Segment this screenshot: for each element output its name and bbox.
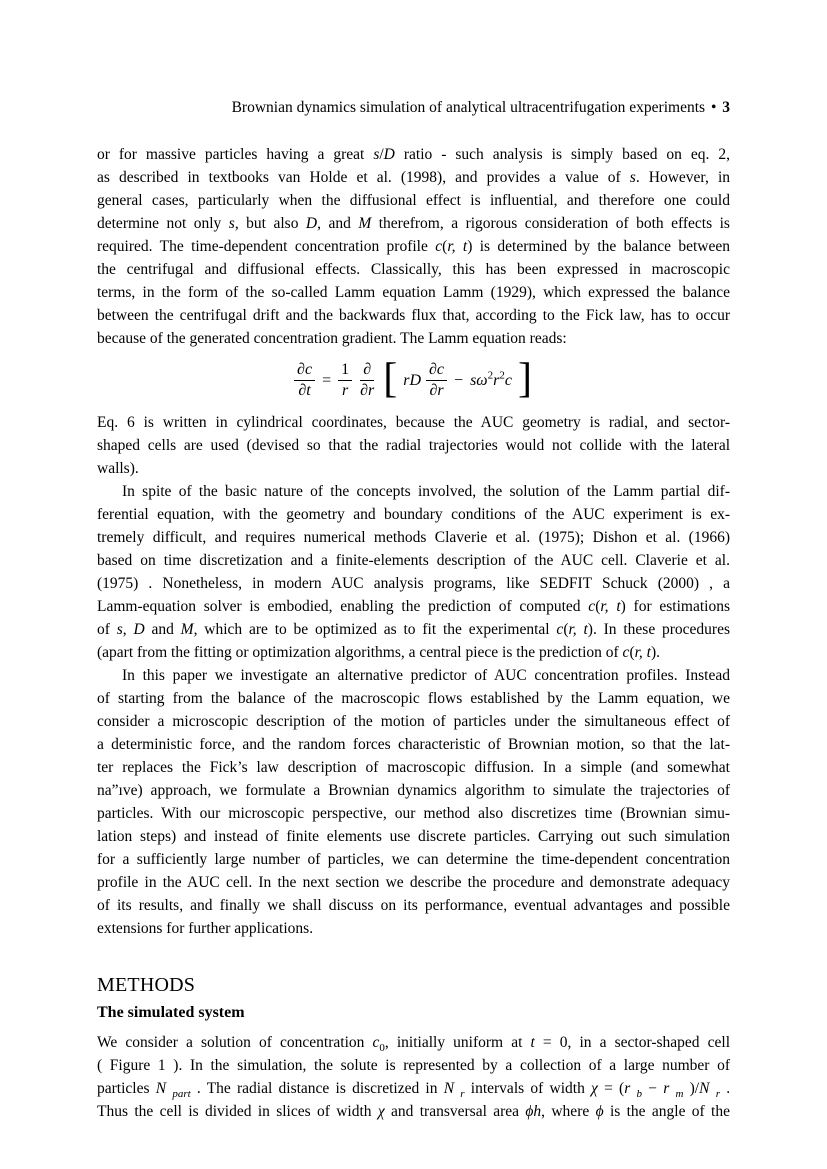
text-line: shaped cells are used (devised so that the radial trajectories would not collide with the lateral [97,437,730,454]
paragraph-in-this-paper [97,664,730,940]
text-line: (1975) . Nonetheless, in modern AUC analysis programs, like SEDFIT Schuck (2000) , a [97,575,730,592]
text-line: ferential equation, with the geometry and boundary conditions of the AUC experiment is ex- [97,506,730,523]
text-line: the centrifugal and diffusional effects. Classically, this has been expressed in macroscopic [97,261,730,278]
text-line: determine not only s, but also D, and M therefrom, a rigorous consideration of both effects is [97,215,730,232]
text-line: Thus the cell is divided in slices of width χ and transversal area ϕh, where ϕ is the angle of the [97,1103,730,1120]
minus-sign: − [454,371,464,389]
text-line: between the centrifugal drift and the backwards flux that, according to the Fick law, has to occur [97,307,730,324]
text-line: tremely difficult, and requires numerical methods Claverie et al. (1975); Dishon et al. (1966) [97,529,730,546]
paragraph-in-spite [97,480,730,664]
text-line: because of the generated concentration gradient. The Lamm equation reads: [97,330,567,347]
text-line: of s, D and M, which are to be optimized as to fit the experimental c(r, t). In these procedures [97,621,731,638]
text-line: as described in textbooks van Holde et al. (1998), and provides a value of s. However, in [97,169,730,186]
numerator: ∂c [294,361,315,381]
text-line: or for massive particles having a great s/D ratio - such analysis is simply based on eq. 2, [97,146,731,163]
text-line: a deterministic force, and the random forces characteristic of Brownian motion, so that the lat- [97,736,730,753]
fraction-dc-dr [426,361,447,401]
section-heading-methods: METHODS [97,974,196,996]
denominator: ∂r [360,382,375,399]
paragraph-intro [97,143,730,350]
numerator: ∂ [360,361,374,381]
text-line: required. The time-dependent concentration profile c(r, t) is determined by the balance between [97,238,731,255]
paragraph-eq6 [97,411,730,480]
text-line: We consider a solution of concentration $c_0$, initially uniform at t = 0, in a sector-shaped cell [97,1034,730,1055]
text-line: of starting from the balance of the macroscopic flows established by the Lamm equation, we [97,690,730,707]
text-line: na”ıve) approach, we formulate a Brownian dynamics algorithm to simulate the trajectories of [97,782,730,799]
running-head [97,96,730,119]
denominator: r [341,382,349,399]
text-line: Lamm-equation solver is embodied, enabling the prediction of computed c(r, t) for estimations [97,598,730,615]
fraction-1-r [338,361,352,401]
text-line: Eq. 6 is written in cylindrical coordinates, because the AUC geometry is radial, and sector- [97,414,730,431]
text-line: particles N $_{part}$ . The radial distance is discretized in N $_r$ intervals of width χ = (r $_b$ − r $_m$ )/N $_r$ . [97,1080,731,1101]
text-line: particles. With our microscopic perspective, our method also discretizes time (Brownian simu- [97,805,730,822]
lamm-equation [97,350,730,411]
text-line: of its results, and finally we shall discuss on its performance, eventual advantages and possible [97,897,730,914]
page-number: 3 [722,99,730,116]
fraction-d-dr [357,361,377,401]
text-line: consider a microscopic description of the motion of particles under the simultaneous effect of [97,713,730,730]
paragraph-simulated-system [97,1031,730,1123]
subsection-heading-simulated-system: The simulated system [97,1004,245,1021]
text-line: extensions for further applications. [97,920,314,937]
bullet-separator: • [710,99,717,116]
text-line: ter replaces the Fick’s law description of macroscopic diffusion. In a simple (and somewhat [97,759,730,776]
left-bracket: [ [383,355,398,402]
term-rD: rD [403,371,422,389]
text-line: based on time discretization and a finite-elements description of the AUC cell. Claverie et al. [97,552,730,569]
term-s-omega2-r2-c: $s\omega^2r^2c$ [470,369,512,389]
equals-sign: = [322,371,332,389]
text-line: ( Figure 1 ). In the simulation, the solute is represented by a collection of a large number of [97,1057,730,1074]
running-head-title: Brownian dynamics simulation of analytical ultracentrifugation experiments [231,99,706,116]
denominator: ∂r [429,382,444,399]
text-line: In spite of the basic nature of the concepts involved, the solution of the Lamm partial dif- [122,483,730,500]
text-line: walls). [97,460,139,477]
text-line: (apart from the fitting or optimization algorithms, a central piece is the prediction of c(r, t). [97,644,661,661]
text-line: lation steps) and instead of finite elements use discrete particles. Carrying out such simulation [97,828,730,845]
text-line: general cases, particularly when the diffusional effect is influential, and therefore one could [97,192,730,209]
text-line: terms, in the form of the so-called Lamm equation Lamm (1929), which expressed the balance [97,284,730,301]
right-bracket: ] [517,355,532,402]
numerator: 1 [338,361,352,381]
numerator: ∂c [426,361,447,381]
text-line: for a sufficiently large number of particles, we can determine the time-dependent concentration [97,851,730,868]
denominator: ∂t [298,382,311,399]
fraction-dc-dt [294,361,315,401]
text-line: profile in the AUC cell. In the next section we describe the procedure and demonstrate adequacy [97,874,730,891]
text-line: In this paper we investigate an alternative predictor of AUC concentration profiles. Instead [122,667,730,684]
